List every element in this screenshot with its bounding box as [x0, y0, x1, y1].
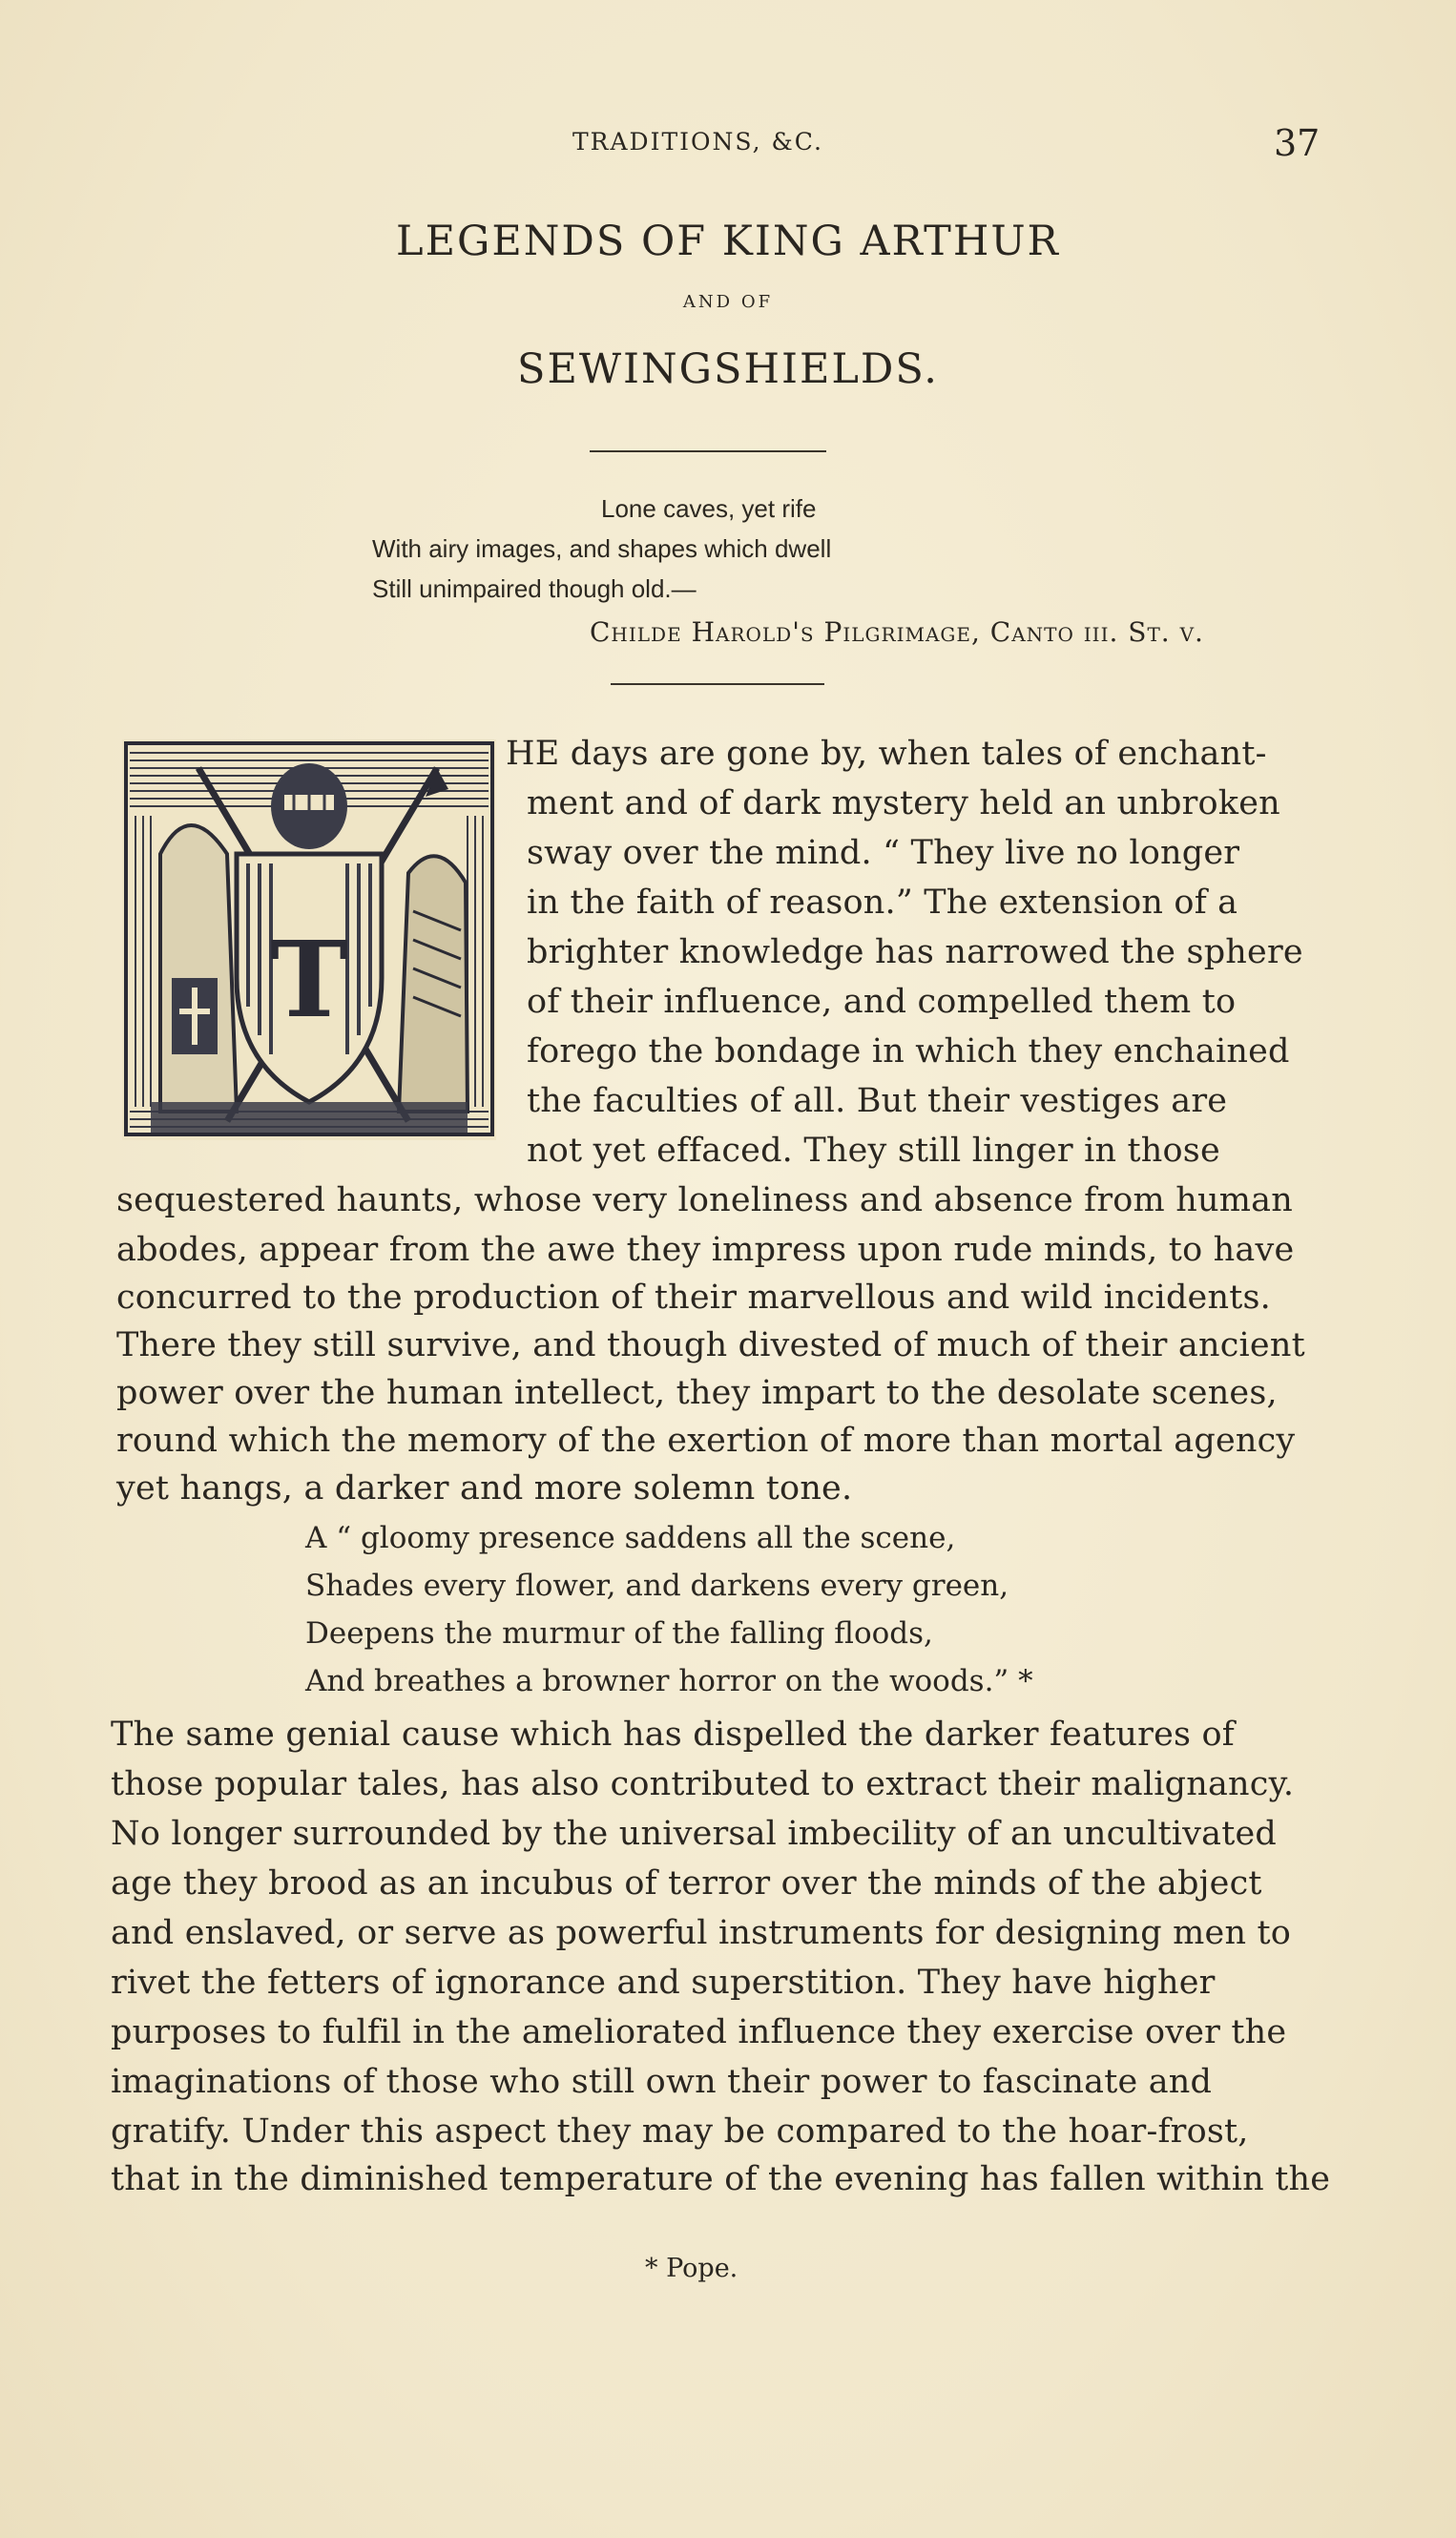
text-line: sequestered haunts, whose very loneliness and absence from human: [116, 1181, 1293, 1219]
quote-line: Shades every flower, and darkens every green,: [305, 1569, 1009, 1603]
text-line: HE days are gone by, when tales of enchant-: [506, 735, 1267, 773]
quote-line: A “ gloomy presence saddens all the scene,: [305, 1521, 956, 1555]
text-line: that in the diminished temperature of the evening has fallen within the: [111, 2160, 1331, 2198]
text-line: of their influence, and compelled them to: [527, 983, 1237, 1021]
running-head: [0, 122, 1456, 170]
citation-text: Childe Harold's Pilgrimage, Canto iii. St. v.: [590, 616, 1204, 648]
quote-line: Deepens the murmur of the falling floods,: [305, 1616, 933, 1651]
text-line: age they brood as an incubus of terror over the minds of the abject: [111, 1864, 1262, 1903]
epigraph-line: Still unimpaired though old.—: [372, 574, 697, 603]
text-line: in the faith of reason.” The extension of a: [527, 884, 1238, 922]
text-line: concurred to the production of their marvellous and wild incidents.: [116, 1279, 1271, 1317]
text-line: ment and of dark mystery held an unbroken: [527, 784, 1280, 822]
text-line: forego the bondage in which they enchained: [527, 1032, 1290, 1071]
text-line: abodes, appear from the awe they impress upon rude minds, to have: [116, 1231, 1295, 1269]
text-line: power over the human intellect, they impart to the desolate scenes,: [116, 1374, 1278, 1412]
text-line: and enslaved, or serve as powerful instruments for designing men to: [111, 1914, 1292, 1952]
page-number: 37: [1274, 122, 1321, 164]
text-line: gratify. Under this aspect they may be compared to the hoar-frost,: [111, 2112, 1249, 2151]
text-line: rivet the fetters of ignorance and superstition. They have higher: [111, 1964, 1216, 2002]
text-line: purposes to fulfil in the ameliorated influence they exercise over the: [111, 2013, 1287, 2051]
knight-initial-woodcut-icon: [122, 739, 496, 1140]
text-line: imaginations of those who still own their power to fascinate and: [111, 2063, 1213, 2101]
text-line: round which the memory of the exertion of more than mortal agency: [116, 1422, 1296, 1460]
text-line: the faculties of all. But their vestiges are: [527, 1082, 1228, 1120]
epigraph-line: Lone caves, yet rife: [601, 494, 817, 523]
woodcut-initial: [122, 739, 496, 1140]
text-line: No longer surrounded by the universal imbecility of an uncultivated: [111, 1815, 1277, 1853]
chapter-subtitle: SEWINGSHIELDS.: [517, 345, 939, 393]
woodcut-initial-letter: T: [270, 918, 348, 1041]
top-divider: [590, 450, 826, 452]
text-line: The same genial cause which has dispelled the darker features of: [111, 1716, 1235, 1754]
chapter-title-connector: AND OF: [682, 292, 774, 312]
text-line: those popular tales, has also contributed to extract their malignancy.: [111, 1765, 1295, 1803]
chapter-title: LEGENDS OF KING ARTHUR: [396, 218, 1060, 265]
text-line: not yet effaced. They still linger in those: [527, 1132, 1220, 1170]
running-head-title: TRADITIONS, &C.: [572, 128, 823, 156]
text-line: yet hangs, a darker and more solemn tone.: [116, 1469, 853, 1508]
epigraph-line: With airy images, and shapes which dwell: [372, 534, 832, 563]
bottom-divider: [611, 683, 824, 685]
text-line: brighter knowledge has narrowed the sphere: [527, 933, 1303, 971]
quote-line: And breathes a browner horror on the woods.” *: [305, 1664, 1033, 1698]
text-line: There they still survive, and though divested of much of their ancient: [116, 1326, 1305, 1364]
text-line: sway over the mind. “ They live no longer: [527, 834, 1240, 872]
epigraph-citation: [590, 616, 1204, 648]
footnote: * Pope.: [645, 2254, 738, 2283]
